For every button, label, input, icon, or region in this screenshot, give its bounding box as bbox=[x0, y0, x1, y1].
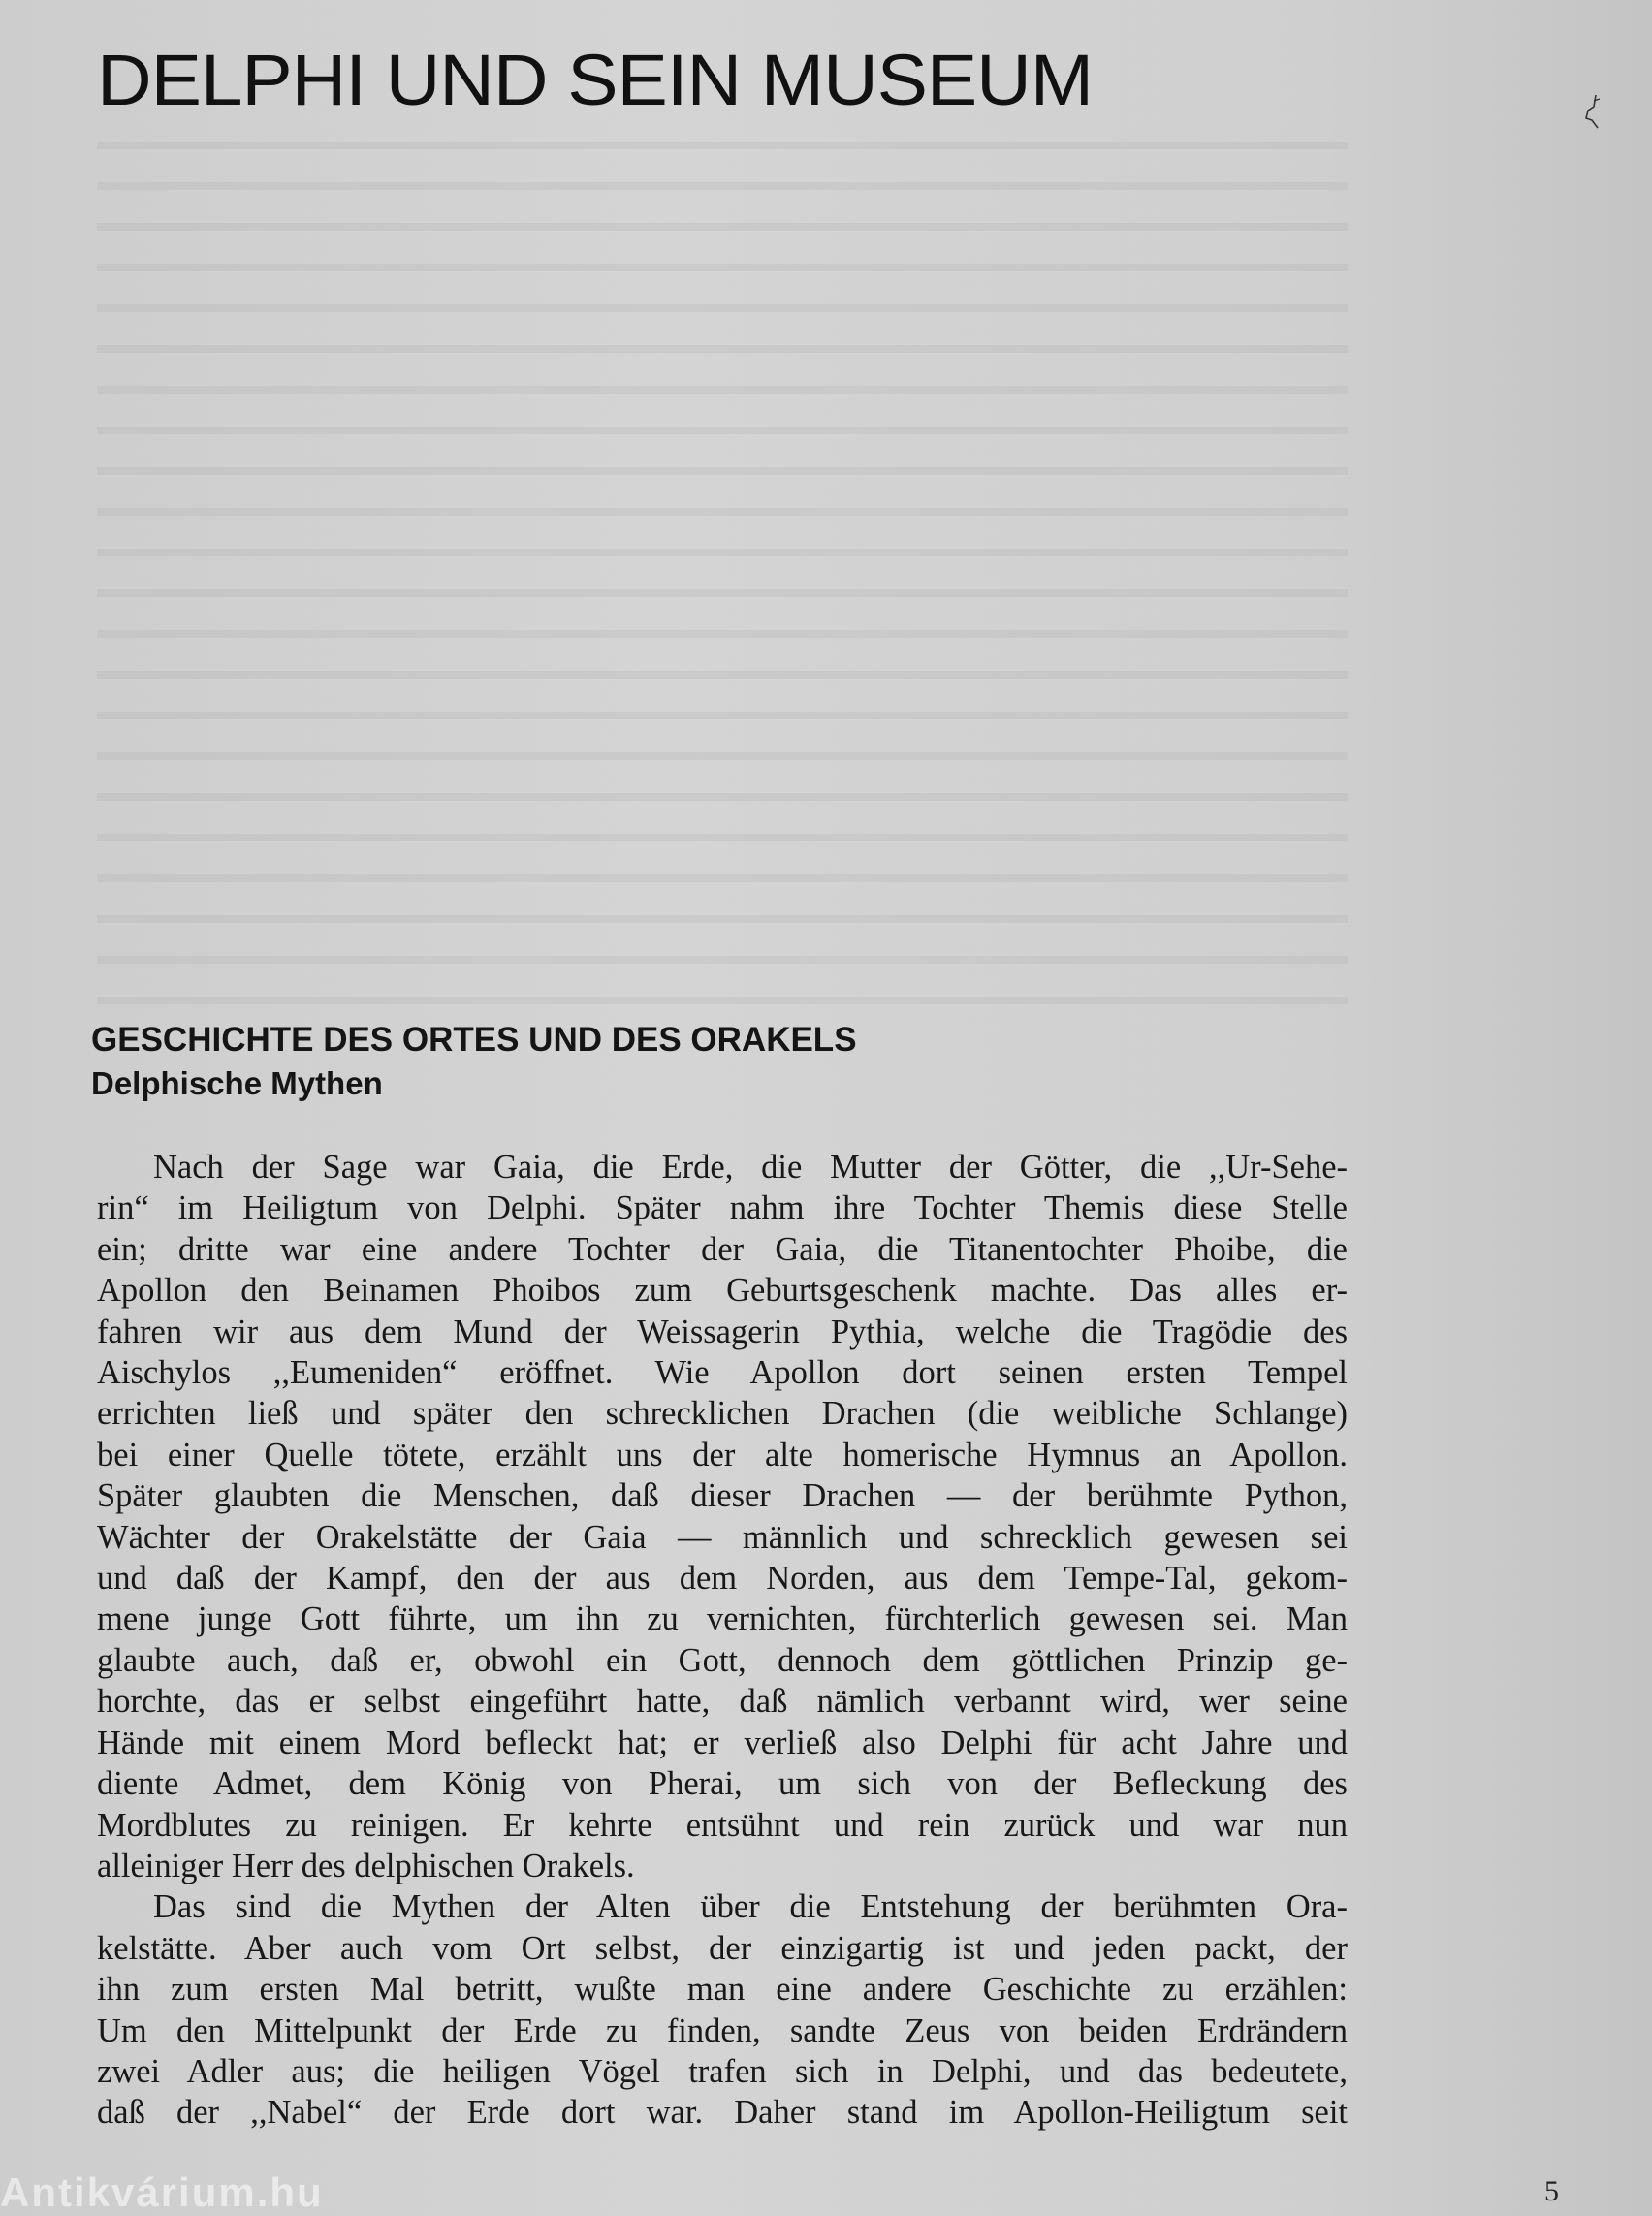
text-line: Hände mit einem Mord befleckt hat; er verließ also Delphi für acht Jahre und bbox=[97, 1724, 1348, 1761]
text-line: Um den Mittelpunkt der Erde zu finden, sandte Zeus von beiden Erdrändern bbox=[97, 2011, 1348, 2049]
text-line: Aischylos ,,Eumeniden“ eröffnet. Wie Apollon dort seinen ersten Tempel bbox=[97, 1354, 1348, 1392]
page-number: 5 bbox=[1544, 2175, 1559, 2207]
text-line: Das sind die Mythen der Alten über die Entstehung der berühmten Ora- bbox=[153, 1888, 1348, 1926]
section-heading: GESCHICHTE DES ORTES UND DES ORAKELS bbox=[91, 1021, 857, 1059]
text-line: Nach der Sage war Gaia, die Erde, die Mutter der Götter, die ,,Ur-Sehe- bbox=[153, 1149, 1348, 1186]
text-line: fahren wir aus dem Mund der Weissagerin Pythia, welche die Tragödie des bbox=[97, 1313, 1348, 1350]
text-line: glaubte auch, daß er, obwohl ein Gott, dennoch dem göttlichen Prinzip ge- bbox=[97, 1641, 1348, 1679]
text-line: daß der ,,Nabel“ der Erde dort war. Daher stand im Apollon-Heiligtum seit bbox=[97, 2094, 1348, 2132]
text-line: bei einer Quelle tötete, erzählt uns der alte homerische Hymnus an Apollon. bbox=[97, 1436, 1348, 1473]
pencil-mark-icon bbox=[1574, 93, 1613, 132]
watermark: Antikvárium.hu bbox=[0, 2169, 324, 2215]
text-line: Später glaubten die Menschen, daß dieser Drachen — der berühmte Python, bbox=[97, 1477, 1348, 1515]
text-line: Apollon den Beinamen Phoibos zum Geburtsgeschenk machte. Das alles er- bbox=[97, 1272, 1348, 1310]
show-through-text bbox=[97, 116, 1348, 1028]
text-line: Mordblutes zu reinigen. Er kehrte entsühnt und rein zurück und war nun bbox=[97, 1806, 1348, 1844]
text-line: kelstätte. Aber auch vom Ort selbst, der einzigartig ist und jeden packt, der bbox=[97, 1929, 1348, 1967]
text-line: ihn zum ersten Mal betritt, wußte man eine andere Geschichte zu erzählen: bbox=[97, 1971, 1348, 2009]
text-line: diente Admet, dem König von Pherai, um sich von der Befleckung des bbox=[97, 1765, 1348, 1803]
text-line: zwei Adler aus; die heiligen Vögel trafen sich in Delphi, und das bedeutete, bbox=[97, 2052, 1348, 2090]
text-line: horchte, das er selbst eingeführt hatte, daß nämlich verbannt wird, wer seine bbox=[97, 1683, 1348, 1721]
text-line: rin“ im Heiligtum von Delphi. Später nahm ihre Tochter Themis diese Stelle bbox=[97, 1189, 1348, 1227]
section-subheading: Delphische Mythen bbox=[91, 1065, 383, 1101]
text-line: mene junge Gott führte, um ihn zu vernichten, fürchterlich gewesen sei. Man bbox=[97, 1600, 1348, 1638]
text-line: Wächter der Orakelstätte der Gaia — männlich und schrecklich gewesen sei bbox=[97, 1518, 1348, 1556]
text-line: alleiniger Herr des delphischen Orakels. bbox=[97, 1847, 635, 1884]
text-line: ein; dritte war eine andere Tochter der Gaia, die Titanentochter Phoibe, die bbox=[97, 1230, 1348, 1268]
text-line: und daß der Kampf, den der aus dem Norden, aus dem Tempe-Tal, gekom- bbox=[97, 1560, 1348, 1598]
paragraph bbox=[97, 1147, 1348, 1886]
text-line: errichten ließ und später den schrecklichen Drachen (die weibliche Schlange) bbox=[97, 1395, 1348, 1433]
page-title: DELPHI UND SEIN MUSEUM bbox=[97, 40, 1094, 120]
paragraph bbox=[97, 1886, 1348, 2133]
body-text bbox=[97, 1147, 1348, 2134]
